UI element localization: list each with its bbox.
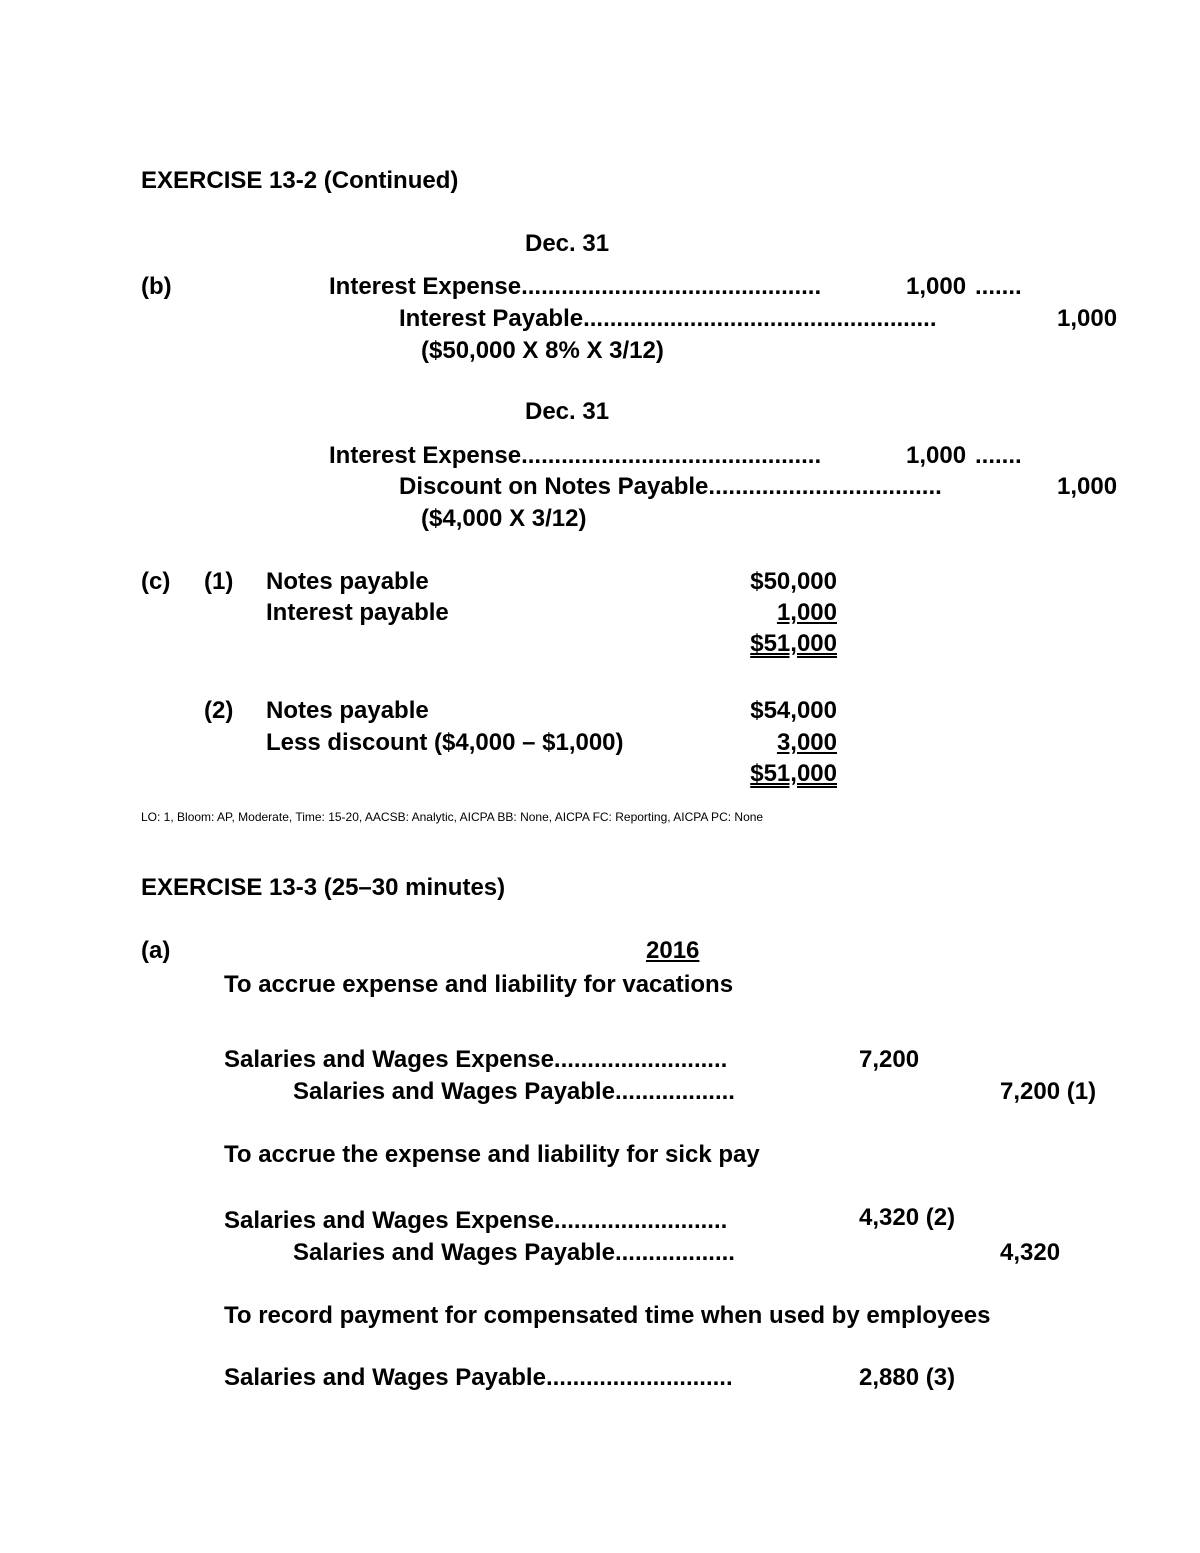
entry-description: To record payment for compensated time when used by employees — [224, 1302, 991, 1329]
total-amount: $51,000 — [750, 760, 837, 787]
credit-account: Salaries and Wages Payable.................. — [293, 1239, 735, 1266]
exercise-13-3-heading: EXERCISE 13-3 (25–30 minutes) — [141, 874, 506, 901]
debit-amount: 1,000 — [906, 442, 967, 469]
credit-account: Discount on Notes Payable................................... — [399, 473, 942, 500]
credit-amount: 4,320 — [1000, 1239, 1061, 1266]
line-amount: 1,000 — [776, 599, 837, 626]
line-label: Notes payable — [266, 568, 429, 595]
calculation-note: ($4,000 X 3/12) — [421, 505, 587, 532]
credit-amount: 7,200 (1) — [1000, 1078, 1097, 1105]
sub-part-label: (2) — [204, 697, 234, 724]
credit-account: Interest Payable..................................................... — [399, 305, 937, 332]
sub-part-label: (1) — [204, 568, 234, 595]
part-a-label: (a) — [141, 937, 171, 964]
entry-description: To accrue the expense and liability for sick pay — [224, 1141, 760, 1168]
line-label: Interest payable — [266, 599, 449, 626]
date-label: Dec. 31 — [525, 230, 610, 257]
debit-trail: ....... — [975, 442, 1022, 469]
credit-account: Salaries and Wages Payable.................. — [293, 1078, 735, 1105]
debit-amount: 2,880 (3) — [859, 1364, 956, 1391]
date-label: Dec. 31 — [525, 398, 610, 425]
line-amount: 3,000 — [776, 729, 837, 756]
credit-amount: 1,000 — [1057, 305, 1118, 332]
debit-amount: 4,320 (2) — [859, 1204, 956, 1231]
year-heading: 2016 — [646, 937, 700, 964]
line-label: Less discount ($4,000 – $1,000) — [266, 729, 624, 756]
debit-account: Salaries and Wages Expense.......................... — [224, 1207, 728, 1234]
debit-amount: 1,000 — [906, 273, 967, 300]
debit-account: Salaries and Wages Expense.......................... — [224, 1046, 728, 1073]
part-c-label: (c) — [141, 568, 171, 595]
line-label: Notes payable — [266, 697, 429, 724]
debit-account: Salaries and Wages Payable............................ — [224, 1364, 733, 1391]
exercise-13-2-heading: EXERCISE 13-2 (Continued) — [141, 167, 459, 194]
line-amount: $54,000 — [750, 697, 837, 724]
line-amount: $50,000 — [750, 568, 837, 595]
debit-trail: ....... — [975, 273, 1022, 300]
learning-objective-footnote: LO: 1, Bloom: AP, Moderate, Time: 15-20, AACSB: Analytic, AICPA BB: None, AICPA FC: Reporting, AICPA PC: None — [141, 810, 764, 824]
calculation-note: ($50,000 X 8% X 3/12) — [421, 337, 664, 364]
debit-account: Interest Expense............................................. — [329, 442, 822, 469]
debit-amount: 7,200 — [859, 1046, 920, 1073]
credit-amount: 1,000 — [1057, 473, 1118, 500]
entry-description: To accrue expense and liability for vacations — [224, 971, 734, 998]
total-amount: $51,000 — [750, 630, 837, 657]
part-b-label: (b) — [141, 273, 172, 300]
debit-account: Interest Expense............................................. — [329, 273, 822, 300]
